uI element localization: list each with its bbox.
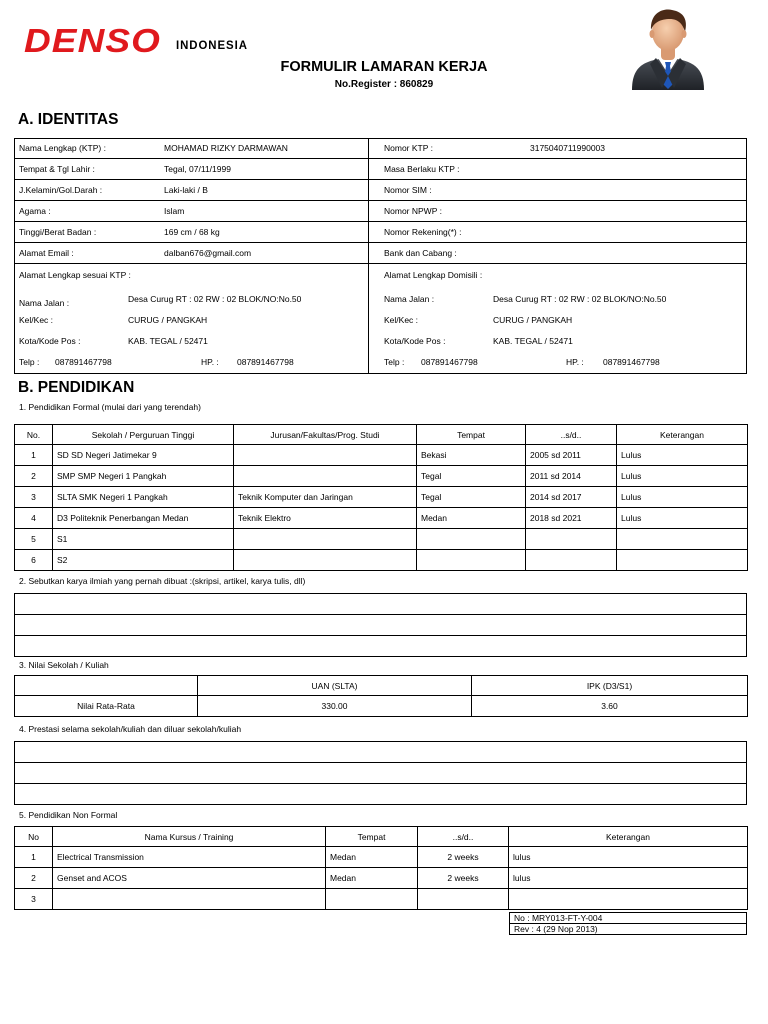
formal-cell-jurusan [234, 466, 417, 487]
karya-line [15, 615, 747, 636]
ktp-kelkec-label: Kel/Kec : [19, 315, 54, 325]
domisili-kota-value: KAB. TEGAL / 52471 [493, 336, 573, 346]
nilai-row [15, 696, 748, 717]
domisili-telp-label: Telp : [384, 357, 405, 367]
domisili-telp-value: 087891467798 [421, 357, 478, 367]
table-row [15, 466, 748, 487]
formal-education-table [14, 424, 748, 571]
table-row [15, 784, 747, 805]
nonformal-cell-keterangan: lulus [509, 847, 748, 868]
identitas-label-right: Nomor NPWP : [384, 206, 442, 216]
identitas-label-left: Nama Lengkap (KTP) : [19, 143, 106, 153]
nilai-uan-value: 330.00 [198, 696, 472, 717]
formal-cell-sekolah: SMP SMP Negeri 1 Pangkah [53, 466, 234, 487]
ktp-hp-value: 087891467798 [237, 357, 294, 367]
formal-cell-sekolah: S2 [53, 550, 234, 571]
formal-header-row [15, 425, 748, 445]
table-row [15, 550, 748, 571]
formal-header-no: No. [15, 425, 53, 445]
domisili-kelkec-value: CURUG / PANGKAH [493, 315, 573, 325]
karya-line [15, 594, 747, 615]
nonformal-header-row [15, 827, 748, 847]
section-heading-pendidikan: B. PENDIDIKAN [18, 379, 135, 396]
identitas-label-right: Masa Berlaku KTP : [384, 164, 460, 174]
identitas-label-right: Bank dan Cabang : [384, 248, 457, 258]
nonformal-cell-keterangan [509, 889, 748, 910]
nonformal-education-table [14, 826, 748, 910]
nilai-header-blank [15, 676, 198, 696]
ktp-telp-label: Telp : [19, 357, 40, 367]
formal-cell-tempat: Bekasi [417, 445, 526, 466]
identitas-value-left: Tegal, 07/11/1999 [164, 164, 231, 174]
formal-cell-tempat: Tegal [417, 466, 526, 487]
table-row [15, 847, 748, 868]
ktp-kota-value: KAB. TEGAL / 52471 [128, 336, 208, 346]
prestasi-line [15, 742, 747, 763]
formal-cell-periode: 2011 sd 2014 [526, 466, 617, 487]
identitas-value-left: Islam [164, 206, 185, 216]
nilai-row-label: Nilai Rata-Rata [15, 696, 198, 717]
table-row [15, 889, 748, 910]
formal-header-sekolah: Sekolah / Perguruan Tinggi [53, 425, 234, 445]
formal-header-keterangan: Keterangan [617, 425, 748, 445]
ktp-hp-label: HP. : [201, 357, 219, 367]
nonformal-cell-tempat [326, 889, 418, 910]
domisili-kelkec-label: Kel/Kec : [384, 315, 419, 325]
identitas-box [14, 138, 747, 374]
nonformal-cell-periode: 2 weeks [418, 847, 509, 868]
formal-cell-sekolah: SLTA SMK Negeri 1 Pangkah [53, 487, 234, 508]
ktp-telp-value: 087891467798 [55, 357, 112, 367]
domisili-jalan-value: Desa Curug RT : 02 RW : 02 BLOK/NO:No.50 [493, 294, 667, 304]
formal-header-tempat: Tempat [417, 425, 526, 445]
nonformal-cell-keterangan: lulus [509, 868, 748, 889]
table-row [15, 615, 747, 636]
table-row [15, 763, 747, 784]
table-row [15, 594, 747, 615]
nonformal-cell-periode [418, 889, 509, 910]
register-number: No.Register : 860829 [334, 79, 434, 90]
identitas-value-left: MOHAMAD RIZKY DARMAWAN [164, 143, 288, 153]
formal-cell-keterangan: Lulus [617, 487, 748, 508]
identitas-label-left: Alamat Email : [19, 248, 74, 258]
formal-cell-keterangan: Lulus [617, 508, 748, 529]
formal-cell-no: 3 [15, 487, 53, 508]
nonformal-cell-kursus: Electrical Transmission [53, 847, 326, 868]
nonformal-cell-no: 3 [15, 889, 53, 910]
denso-logo: DENSO [24, 22, 162, 59]
document-reference [509, 912, 747, 935]
formal-header-periode: ..s/d.. [526, 425, 617, 445]
nonformal-cell-no: 2 [15, 868, 53, 889]
formal-cell-periode [526, 550, 617, 571]
domisili-jalan-label: Nama Jalan : [384, 294, 435, 304]
formal-cell-jurusan [234, 550, 417, 571]
formal-cell-keterangan [617, 529, 748, 550]
karya-caption: 2. Sebutkan karya ilmiah yang pernah dibuat :(skripsi, artikel, karya tulis, dll) [19, 576, 306, 586]
nilai-header-ipk: IPK (D3/S1) [472, 676, 748, 696]
ktp-kota-label: Kota/Kode Pos : [19, 336, 81, 346]
domisili-kota-label: Kota/Kode Pos : [384, 336, 446, 346]
identitas-label-left: J.Kelamin/Gol.Darah : [19, 185, 103, 195]
table-row [15, 445, 748, 466]
formal-cell-no: 6 [15, 550, 53, 571]
formal-cell-no: 4 [15, 508, 53, 529]
nilai-header-row [15, 676, 748, 696]
formal-cell-no: 2 [15, 466, 53, 487]
nonformal-cell-kursus [53, 889, 326, 910]
ktp-jalan-value: Desa Curug RT : 02 RW : 02 BLOK/NO:No.50 [128, 294, 302, 304]
prestasi-table [14, 741, 747, 805]
formal-cell-keterangan: Lulus [617, 466, 748, 487]
nilai-caption: 3. Nilai Sekolah / Kuliah [19, 660, 109, 670]
formal-cell-sekolah: D3 Politeknik Penerbangan Medan [53, 508, 234, 529]
formal-cell-jurusan [234, 445, 417, 466]
nonformal-cell-tempat: Medan [326, 847, 418, 868]
identitas-value-left: dalban676@gmail.com [164, 248, 252, 258]
nonformal-header-no: No [15, 827, 53, 847]
section-heading-identitas: A. IDENTITAS [18, 111, 119, 128]
identitas-value-right: 3175040711990003 [530, 143, 606, 153]
nonformal-header-kursus: Nama Kursus / Training [53, 827, 326, 847]
nilai-ipk-value: 3.60 [472, 696, 748, 717]
table-row [15, 508, 748, 529]
prestasi-caption: 4. Prestasi selama sekolah/kuliah dan diluar sekolah/kuliah [19, 724, 242, 734]
table-row [15, 487, 748, 508]
formal-cell-periode: 2018 sd 2021 [526, 508, 617, 529]
formal-cell-tempat [417, 529, 526, 550]
nilai-table [14, 675, 748, 717]
identitas-value-left: Laki-laki / B [164, 185, 208, 195]
formal-cell-tempat [417, 550, 526, 571]
formal-cell-no: 1 [15, 445, 53, 466]
ktp-kelkec-value: CURUG / PANGKAH [128, 315, 208, 325]
identitas-label-right: Nomor Rekening(*) : [384, 227, 462, 237]
formal-cell-periode [526, 529, 617, 550]
identitas-label-left: Tempat & Tgl Lahir : [19, 164, 95, 174]
formal-cell-tempat: Tegal [417, 487, 526, 508]
nonformal-header-keterangan: Keterangan [509, 827, 748, 847]
formal-cell-periode: 2005 sd 2011 [526, 445, 617, 466]
prestasi-line [15, 784, 747, 805]
formal-cell-jurusan: Teknik Elektro [234, 508, 417, 529]
denso-region-label: INDONESIA [176, 38, 248, 52]
identitas-label-right: Nomor KTP : [384, 143, 433, 153]
nonformal-cell-periode: 2 weeks [418, 868, 509, 889]
table-row [15, 868, 748, 889]
formal-cell-keterangan: Lulus [617, 445, 748, 466]
table-row [15, 529, 748, 550]
formal-cell-periode: 2014 sd 2017 [526, 487, 617, 508]
table-row [15, 742, 747, 763]
nilai-header-uan: UAN (SLTA) [198, 676, 472, 696]
karya-line [15, 636, 747, 657]
nonformal-caption: 5. Pendidikan Non Formal [19, 810, 118, 820]
formal-caption: 1. Pendidikan Formal (mulai dari yang terendah) [19, 402, 201, 412]
formal-cell-jurusan: Teknik Komputer dan Jaringan [234, 487, 417, 508]
domisili-hp-value: 087891467798 [603, 357, 660, 367]
person-avatar-icon [628, 4, 708, 90]
address-ktp-heading: Alamat Lengkap sesuai KTP : [19, 270, 131, 280]
nonformal-cell-no: 1 [15, 847, 53, 868]
identitas-value-left: 169 cm / 68 kg [164, 227, 220, 237]
identitas-label-left: Agama : [19, 206, 51, 216]
formal-cell-no: 5 [15, 529, 53, 550]
table-row [15, 636, 747, 657]
formal-cell-jurusan [234, 529, 417, 550]
doc-number: No : MRY013-FT-Y-004 [510, 913, 747, 924]
ktp-jalan-label: Nama Jalan : [19, 298, 70, 308]
nonformal-cell-tempat: Medan [326, 868, 418, 889]
formal-cell-sekolah: S1 [53, 529, 234, 550]
karya-table [14, 593, 747, 657]
prestasi-line [15, 763, 747, 784]
form-title: FORMULIR LAMARAN KERJA [280, 59, 488, 75]
address-domisili-heading: Alamat Lengkap Domisili : [384, 270, 483, 280]
nonformal-header-periode: ..s/d.. [418, 827, 509, 847]
identitas-label-left: Tinggi/Berat Badan : [19, 227, 97, 237]
formal-cell-tempat: Medan [417, 508, 526, 529]
formal-cell-sekolah: SD SD Negeri Jatimekar 9 [53, 445, 234, 466]
doc-revision: Rev : 4 (29 Nop 2013) [510, 924, 747, 935]
domisili-hp-label: HP. : [566, 357, 584, 367]
nonformal-header-tempat: Tempat [326, 827, 418, 847]
identitas-label-right: Nomor SIM : [384, 185, 432, 195]
formal-header-jurusan: Jurusan/Fakultas/Prog. Studi [234, 425, 417, 445]
nonformal-cell-kursus: Genset and ACOS [53, 868, 326, 889]
formal-cell-keterangan [617, 550, 748, 571]
